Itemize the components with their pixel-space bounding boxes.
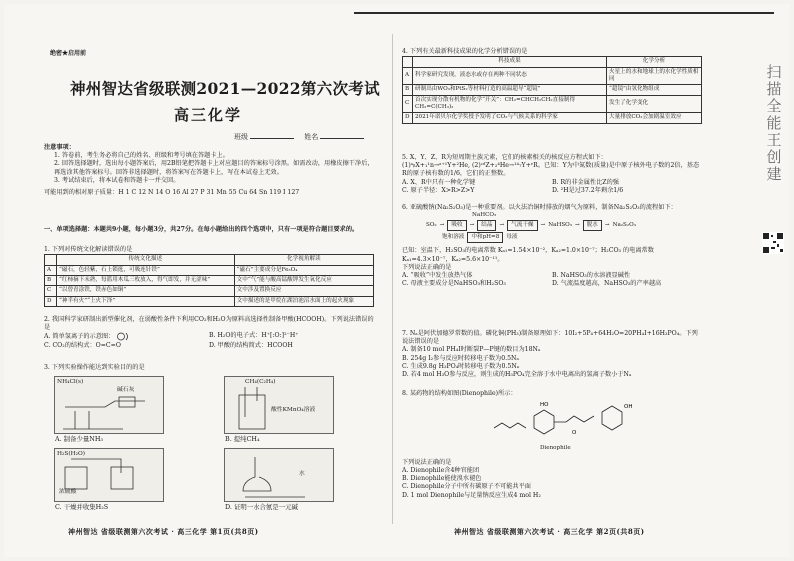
q7-stem: 7. Nₐ是阿伏加德罗常数的值。磷化铜(PH₃)制备原理如下：10I₂+5P₄+64H₂O=20PH₄I+16H₃PO₄。下列说法错误的是 — [402, 330, 698, 346]
q1-cell: “磁石，色轻紫，石上锁逛，可吸连针铁” — [57, 265, 235, 275]
q7-option-c[interactable]: C. 生成9.8g H₃PO₄时转移电子数为0.5Nₐ — [402, 362, 520, 370]
apparatus-b — [224, 376, 334, 443]
option-text: A. 简单氢离子的示意图： — [44, 333, 115, 341]
q4-cell: 大量排放CO₂会加剧温室效应 — [606, 113, 701, 123]
process-flow: SO₂ → 吸收 → 结晶 → 气流干燥 → NaHSO₃ → 脱水 → Na₂S₂O₃ — [402, 220, 702, 231]
flow-step: SO₂ — [426, 221, 437, 228]
qr-code-icon — [762, 232, 784, 254]
q1-cell: A — [45, 265, 57, 275]
apparatus-label: H₂S(H₂O) — [57, 451, 86, 457]
notice-item: 3. 考试结束后，将本试卷和答题卡一并交回。 — [54, 176, 180, 184]
q5-option-d[interactable]: D. ²H是过37.2年剩余1/6 — [552, 186, 624, 194]
q4-header — [403, 57, 413, 67]
q4-cell: 2021年诺贝尔化学奖授予发明了CO₂与气候关系的科学家 — [413, 113, 607, 123]
q2-option-a[interactable] — [44, 332, 209, 341]
q2-option-b[interactable]: B. H₂O的电子式：H⁺[:O:]²⁻H⁺ — [209, 332, 299, 340]
scanner-watermark: 扫描全能王 创建 — [766, 63, 782, 183]
flow-step: 气流干燥 — [507, 220, 537, 231]
apparatus-c — [54, 448, 164, 511]
q4-cell: 发生了化学变化 — [606, 95, 701, 113]
table-row — [403, 95, 702, 113]
question-7 — [402, 330, 702, 379]
q1-header: 传统文化描述 — [57, 255, 235, 265]
question-6 — [402, 204, 702, 288]
q6-known: 已知：室温下，H₂SO₃的电离常数 Kₐ₁=1.54×10⁻²，Kₐ₂=1.0×10⁻⁷；H₂CO₃ 的电离常数Kₐ₁=4.3×10⁻⁷，Kₐ₂=5.6×10⁻¹¹。 — [402, 247, 654, 263]
q1-cell: C — [45, 286, 57, 296]
q1-cell: “神半有火”“上火下泽” — [57, 296, 235, 306]
exam-title: 神州智达省级联测2021—2022第六次考试 — [70, 79, 380, 98]
q7-option-b[interactable]: B. 254g I₂参与反应时转移电子数为0.5Nₐ — [402, 354, 519, 362]
q1-cell: B — [45, 275, 57, 285]
flow-note: 饱和溶液 — [442, 233, 465, 240]
q1-cell: “磁石”主要成分是Fe₃O₄ — [234, 265, 373, 275]
q6-option-d[interactable]: D. 气流温度越高，NaHSO₃的产率越高 — [552, 280, 662, 288]
q4-header: 科技成果 — [413, 57, 607, 67]
apparatus-caption: D. 证明一水合氨是一元碱 — [225, 502, 298, 511]
flow-step: Na₂S₂O₃ — [612, 221, 636, 228]
page-footer-left: 神州智达 省级联测第六次考试 · 高三化学 第1页(共8页) — [68, 527, 259, 536]
class-label: 班级 — [234, 133, 248, 141]
apparatus-caption: C. 干燥并收集H₂S — [55, 502, 109, 511]
q8-option-b[interactable]: B. Dienophile能使溴水褪色 — [402, 475, 482, 483]
confidential-tag: 绝密★启用前 — [50, 50, 87, 57]
apparatus-label: CH₄(C₂H₄) — [245, 379, 276, 385]
q1-cell: D — [45, 296, 57, 306]
q1-cell: 文中涉及置换反应 — [234, 286, 373, 296]
q8-option-a[interactable]: A. Dienophile含4种官能团 — [402, 466, 480, 474]
q4-cell: 首次实现分散有机物的化学“开关”：CH₂=CHCH₂CH₂直接制得CH₂=C(CH₃)₂ — [413, 95, 607, 113]
q4-cell: C — [403, 95, 413, 113]
table-row — [45, 296, 374, 306]
q2-option-c[interactable]: C. CO₂的结构式：O=C=O — [44, 341, 121, 349]
atomic-masses: 可能用到的相对原子质量：H 1 C 12 N 14 O 16 Al 27 P 31 Mn 55 Cu 64 Sn 119 I 127 — [44, 188, 300, 196]
question-5 — [402, 154, 702, 195]
flask-icon — [225, 449, 335, 503]
student-fields — [234, 132, 372, 142]
q4-cell: 研制出由WO₃和PtS₂等材料打造的高温超导“超镜” — [413, 85, 607, 95]
q8-ask: 下列说法正确的是 — [402, 458, 452, 466]
apparatus-label: NH₄Cl(s) — [57, 379, 84, 385]
flow-note: 中和pH=8 — [467, 232, 503, 243]
q5-option-a[interactable]: A. X、R中只有一种化学键 — [402, 178, 476, 186]
flow-step: 脱水 — [583, 220, 602, 231]
flow-step: 结晶 — [477, 220, 496, 231]
q6-ask: 下列说法正确的是 — [402, 263, 452, 271]
gas-bottle-icon — [225, 377, 335, 435]
q1-cell: “红柿摘下未熟，每篮用木瓜三枚放入，得气即发，并无涩味” — [57, 275, 235, 285]
q6-option-c[interactable]: C. 母液主要成分是NaHSO₃和H₂SO₃ — [402, 280, 506, 288]
svg-text:O: O — [572, 430, 577, 437]
svg-text:HO: HO — [540, 402, 549, 409]
table-row — [45, 275, 374, 285]
question-2 — [44, 316, 374, 350]
q8-option-c[interactable]: C. Dienophile分子中所有碳原子不可能共平面 — [402, 483, 531, 491]
q5-option-c[interactable]: C. 原子半径：X>R>Z>Y — [402, 186, 475, 194]
question-1 — [44, 246, 374, 307]
q4-header: 化学分析 — [606, 57, 701, 67]
molecule-label: Dienophile — [540, 445, 571, 452]
q7-option-d[interactable]: D. 若4 mol H₃O参与反应，则生成的H₃PO₄完全溶于水中电离出的氢离子数小于Nₐ — [402, 370, 632, 378]
page-footer-right: 神州智达 省级联测第六次考试 · 高三化学 第2页(共8页) — [454, 527, 645, 536]
q5-stem: 5. X、Y、Z、R为短周期主族元素，它们的核素相关的核反应方程式如下： — [402, 154, 607, 161]
table-row — [45, 265, 374, 275]
q4-cell: “超镜”由氢化物组成 — [606, 85, 701, 95]
table-row — [403, 113, 702, 123]
flow-input: NaHCO₃ — [472, 212, 497, 219]
q8-stem: 8. 某药物的结构如图(Dienophile)所示： — [402, 390, 517, 397]
q2-stem: 2. 我国科学家研制出新型催化剂，在弱酸性条件下利用CO₂和H₂O为原料高选择性制备甲酸(HCOOH)。下列说法错误的是 — [44, 316, 374, 332]
q3-stem: 3. 下列实验操作能达到实验目的的是 — [44, 364, 145, 371]
flow-step: NaHSO₃ — [548, 221, 572, 228]
table-row — [403, 67, 702, 85]
apparatus-label: 酸性KMnO₄溶液 — [271, 407, 316, 413]
notice-item: 1. 答卷前，考生务必将自己的姓名、班级和考号填在答题卡上。 — [54, 152, 229, 160]
q1-cell: 文中“气”能与酸高锰酸钾发生氧化反应 — [234, 275, 373, 285]
q6-option-b[interactable]: B. NaHSO₃的水溶液显碱性 — [552, 271, 631, 279]
q5-option-b[interactable]: B. R的非金属性比Z的强 — [552, 178, 619, 186]
notice-block — [44, 144, 374, 197]
flow-step: 吸收 — [447, 220, 466, 231]
apparatus-label: 浓硫酸 — [59, 489, 77, 495]
question-4 — [402, 48, 702, 124]
apparatus-caption: B. 提纯CH₄ — [225, 434, 260, 443]
q5-equation: (1)ᵃᵦX+₁¹n→ᵃ⁺¹Y+²He, (2)ᶜᵈZ+₂⁴He→¹⁴₇Y+ᵉR。已知：Y为中氮数(质量)是中原子核外电子数的2倍，基态R的原子核有数的1/6，它们的正整数。 — [402, 162, 700, 178]
table-row — [403, 85, 702, 95]
ion-diagram-icon — [116, 332, 130, 341]
q1-cell: 文中描述的是甲烷在湖泊池沼水面上的起火现象 — [234, 296, 373, 306]
q6-stem: 6. 亚硫酸钠(Na₂S₂O₃)是一种重要剂。以火法冶铜时排放的烟气为原料，制备Na₂S₂O₃的流程如下： — [402, 204, 677, 211]
question-8 — [402, 390, 702, 500]
q1-cell: “以曾青涂铁，铁赤色如铜” — [57, 286, 235, 296]
exam-subject: 高三化学 — [174, 106, 243, 124]
molecule-structure-icon — [402, 398, 702, 448]
q4-cell: D — [403, 113, 413, 123]
exam-sheet — [4, 4, 790, 557]
apparatus-d — [224, 448, 334, 511]
question-3 — [44, 364, 374, 511]
apparatus-label: 水 — [299, 471, 305, 477]
q4-cell: 火星上的水和地球上的水化学性质相同 — [606, 67, 701, 85]
q1-stem: 1. 下列对传统文化解读错误的是 — [44, 246, 133, 253]
notice-item: 2. 回答选择题时，选出每小题答案后，用2B铅笔把答题卡上对应题目的答案标号涂黑。如需改动，用橡皮擦干净后，再选涂其他答案标号。回答非选择题时，将答案写在答题卡上，写在本试卷上无效。 — [54, 160, 374, 176]
q1-header: 化学视角解读 — [234, 255, 373, 265]
scan-edge — [354, 12, 774, 14]
q4-cell: A — [403, 67, 413, 85]
svg-text:OH: OH — [624, 404, 633, 411]
q7-option-a[interactable]: A. 制备10 mol PH₄I时断裂P—P键的数目为18Nₐ — [402, 346, 541, 354]
q1-table — [44, 254, 374, 307]
q8-option-d[interactable]: D. 1 mol Dienophile与足量钠反应生成4 mol H₂ — [402, 491, 541, 499]
page-fold — [392, 34, 393, 524]
apparatus-label: 碱石灰 — [117, 387, 135, 393]
name-blank[interactable] — [320, 138, 364, 139]
q1-header — [45, 255, 57, 265]
q4-table — [402, 56, 702, 124]
notice-heading: 注意事项： — [44, 144, 75, 151]
section-heading: 一、单项选择题：本题共9小题，每小题3分，共27分。在每小题给出的四个选项中，只有一项是符合题目要求的。 — [44, 226, 359, 233]
q2-option-d[interactable]: D. 甲酸的结构简式：HCOOH — [209, 341, 293, 349]
name-label: 姓名 — [304, 133, 319, 141]
apparatus-a — [54, 376, 164, 443]
table-row — [45, 286, 374, 296]
q4-stem: 4. 下列有关最新科技成果的化学分析错误的是 — [402, 48, 528, 55]
q6-option-a[interactable]: A. “吸收”中发生放热气体 — [402, 271, 473, 279]
apparatus-caption: A. 制备少量NH₃ — [55, 434, 103, 443]
flow-note: 母液 — [506, 233, 518, 240]
class-blank[interactable] — [250, 138, 294, 139]
q4-cell: 科学家研究发现，液态水或存在两种不同状态 — [413, 67, 607, 85]
q4-cell: B — [403, 85, 413, 95]
